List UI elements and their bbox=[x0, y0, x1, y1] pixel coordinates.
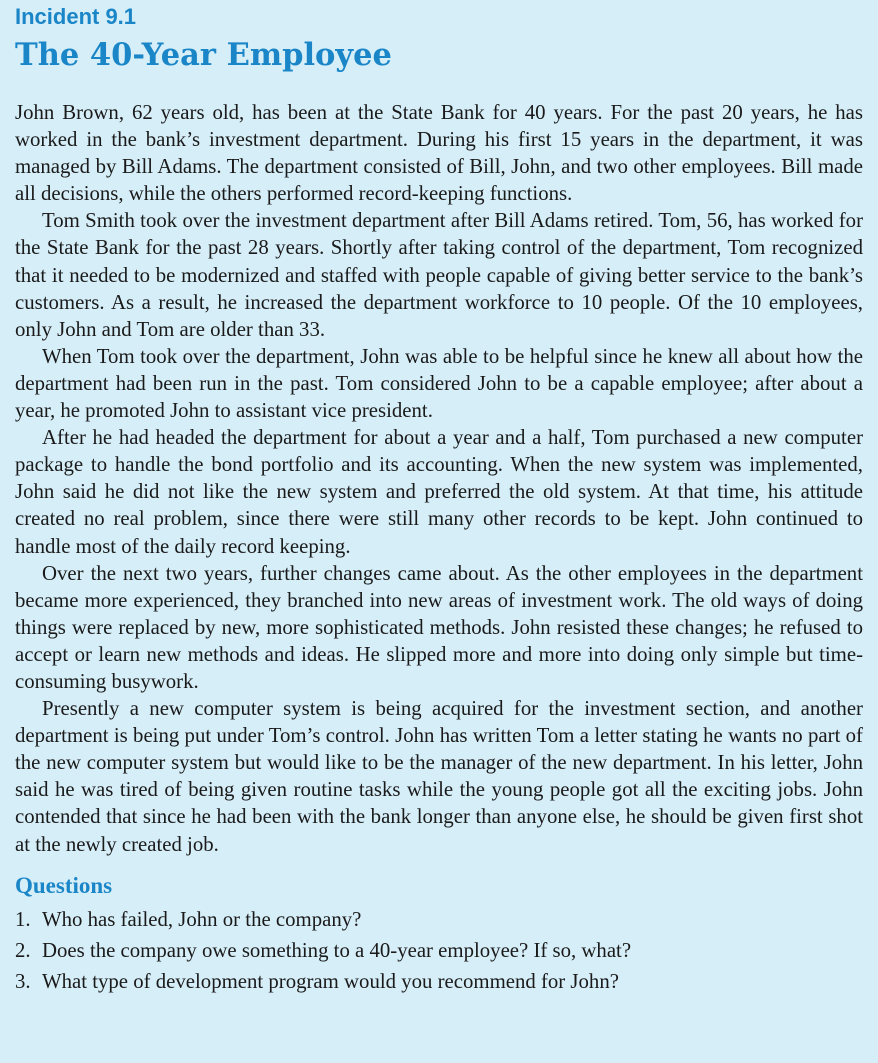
questions-list bbox=[15, 904, 863, 997]
question-number: 2. bbox=[15, 938, 31, 962]
case-body bbox=[15, 99, 863, 858]
question-text: Does the company owe something to a 40-year employee? If so, what? bbox=[42, 938, 632, 962]
paragraph-3: When Tom took over the department, John was able to be helpful since he knew all about how the department had been run in the past. Tom considered John to be a capable employee; after about a year, he promoted John to assistant vice president. bbox=[15, 344, 863, 423]
question-item bbox=[15, 904, 863, 935]
paragraph-4: After he had headed the department for about a year and a half, Tom purchased a new computer package to handle the bond portfolio and its accounting. When the new system was implemented, John said he did not like the new system and preferred the old system. At that time, his attitude created no real problem, since there were still many other records to be kept. John continued to handle most of the daily record keeping. bbox=[15, 426, 863, 558]
question-item bbox=[15, 935, 863, 966]
question-number: 1. bbox=[15, 907, 31, 931]
question-text: Who has failed, John or the company? bbox=[42, 907, 362, 931]
paragraph-1: John Brown, 62 years old, has been at the State Bank for 40 years. For the past 20 years, he has worked in the bank’s investment department. During his first 15 years in the department, it was managed by Bill Adams. The department consisted of Bill, John, and two other employees. Bill made all decisions, while the others performed record-keeping functions. bbox=[15, 101, 863, 206]
incident-title: The 40-Year Employee bbox=[15, 37, 392, 73]
question-text: What type of development program would you recommend for John? bbox=[42, 969, 619, 993]
questions-heading: Questions bbox=[15, 872, 113, 898]
paragraph-6: Presently a new computer system is being acquired for the investment section, and another department is being put under Tom’s control. John has written Tom a letter stating he wants no part of the new computer system but would like to be the manager of the new department. In his letter, John said he was tired of being given routine tasks while the young people got all the exciting jobs. John contended that since he had been with the bank longer than anyone else, he should be given first shot at the newly created job. bbox=[15, 697, 863, 856]
question-number: 3. bbox=[15, 969, 31, 993]
paragraph-5: Over the next two years, further changes came about. As the other employees in the department became more experienced, they branched into new areas of investment work. The old ways of doing things were replaced by new, more sophisticated methods. John resisted these changes; he refused to accept or learn new methods and ideas. He slipped more and more into doing only simple but time-consuming busywork. bbox=[15, 561, 863, 693]
question-item bbox=[15, 966, 863, 997]
paragraph-2: Tom Smith took over the investment department after Bill Adams retired. Tom, 56, has worked for the State Bank for the past 28 years. Shortly after taking control of the department, Tom recognized that it needed to be modernized and staffed with people capable of giving better service to the bank’s customers. As a result, he increased the department workforce to 10 people. Of the 10 employees, only John and Tom are older than 33. bbox=[15, 209, 863, 341]
incident-label: Incident 9.1 bbox=[15, 4, 137, 29]
